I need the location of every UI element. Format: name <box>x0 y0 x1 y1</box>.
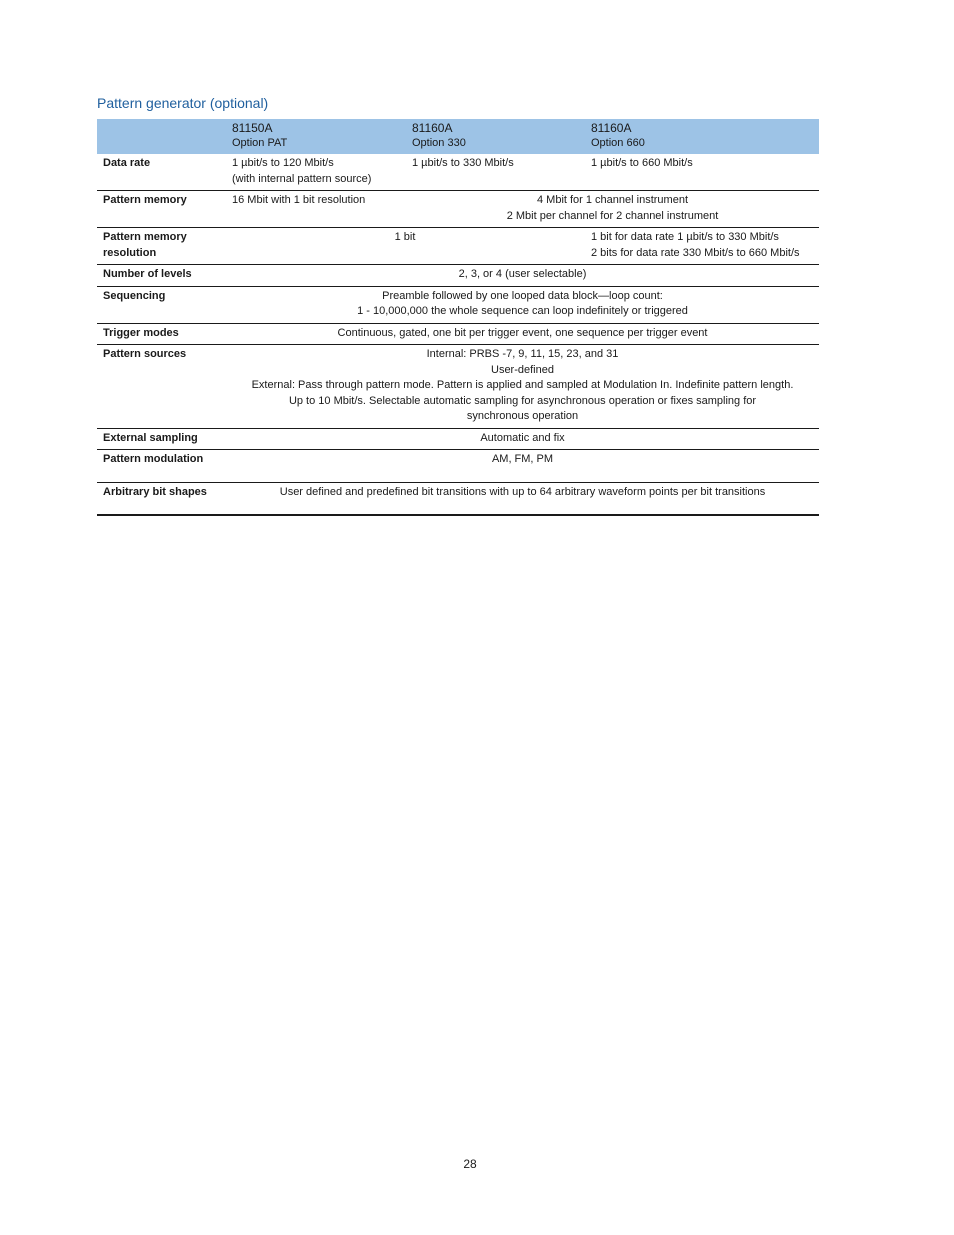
header-81150a-pat <box>225 119 405 154</box>
header-model: 81150A <box>232 121 273 135</box>
row-label: Pattern memory <box>97 191 225 228</box>
row-label <box>97 228 225 265</box>
header-model: 81160A <box>591 121 632 135</box>
row-external-sampling <box>97 428 819 450</box>
header-option: Option PAT <box>232 137 288 149</box>
cell-all-models: Automatic and fix <box>225 428 819 450</box>
row-label-line: Pattern memory <box>103 231 187 243</box>
cell-81160a-660: 1 µbit/s to 660 Mbit/s <box>584 154 819 191</box>
header-81160a-330 <box>405 119 584 154</box>
cell-all-models <box>225 345 819 429</box>
cell-all-models: 2, 3, or 4 (user selectable) <box>225 265 819 287</box>
cell-line: 2 Mbit per channel for 2 channel instrument <box>506 209 719 222</box>
row-sequencing <box>97 286 819 323</box>
row-label: Number of levels <box>97 265 225 287</box>
cell-line: synchronous operation <box>466 410 579 422</box>
cell-81160a-660 <box>584 228 819 265</box>
cell-line: 1 bit for data rate 1 µbit/s to 330 Mbit/s <box>591 231 779 243</box>
row-pattern-sources <box>97 345 819 429</box>
cell-line: (with internal pattern source) <box>232 172 372 185</box>
cell-all-models: AM, FM, PM <box>225 450 819 483</box>
cell-line: External: Pass through pattern mode. Pattern is applied and sampled at Modulation In. Indefinite pattern length. <box>251 379 794 391</box>
row-label: Arbitrary bit shapes <box>97 482 225 515</box>
row-label: Sequencing <box>97 286 225 323</box>
pattern-generator-spec-table <box>97 119 819 516</box>
cell-all-models: User defined and predefined bit transitions with up to 64 arbitrary waveform points per bit transitions <box>225 482 819 515</box>
cell-line: 1 - 10,000,000 the whole sequence can loop indefinitely or triggered <box>357 305 688 317</box>
row-pattern-memory-resolution <box>97 228 819 265</box>
row-label: Trigger modes <box>97 323 225 345</box>
row-label: External sampling <box>97 428 225 450</box>
header-option: Option 330 <box>412 137 466 149</box>
cell-all-models: Continuous, gated, one bit per trigger event, one sequence per trigger event <box>225 323 819 345</box>
row-label: Pattern modulation <box>97 450 225 483</box>
cell-line: Internal: PRBS -7, 9, 11, 15, 23, and 31 <box>426 348 619 360</box>
table-header-row <box>97 119 819 154</box>
row-label: Pattern sources <box>97 345 225 429</box>
cell-81150a: 16 Mbit with 1 bit resolution <box>225 191 405 228</box>
header-option: Option 660 <box>591 137 645 149</box>
row-data-rate <box>97 154 819 191</box>
cell-line: Up to 10 Mbit/s. Selectable automatic sampling for asynchronous operation or fixes sampling for <box>288 394 757 407</box>
cell-81160a-merged <box>405 191 819 228</box>
row-pattern-memory <box>97 191 819 228</box>
cell-all-models <box>225 286 819 323</box>
row-pattern-modulation <box>97 450 819 483</box>
row-number-of-levels <box>97 265 819 287</box>
cell-line: 4 Mbit for 1 channel instrument <box>536 194 689 206</box>
cell-line: User-defined <box>491 363 554 376</box>
page-number: 28 <box>463 1157 477 1171</box>
header-81160a-660 <box>584 119 819 154</box>
section-title: Pattern generator (optional) <box>97 95 269 111</box>
row-label-line: resolution <box>103 246 157 259</box>
row-arbitrary-bit-shapes <box>97 482 819 515</box>
cell-line: 2 bits for data rate 330 Mbit/s to 660 Mbit/s <box>591 246 800 259</box>
cell-line: 1 µbit/s to 120 Mbit/s <box>232 157 334 169</box>
cell-81160a-330: 1 µbit/s to 330 Mbit/s <box>405 154 584 191</box>
cell-81150a <box>225 154 405 191</box>
header-model: 81160A <box>412 121 453 135</box>
row-trigger-modes <box>97 323 819 345</box>
row-label: Data rate <box>97 154 225 191</box>
header-blank-cell <box>97 119 225 154</box>
cell-line: Preamble followed by one looped data block—loop count: <box>382 289 663 302</box>
cell-merged-81150a-330: 1 bit <box>225 228 584 265</box>
